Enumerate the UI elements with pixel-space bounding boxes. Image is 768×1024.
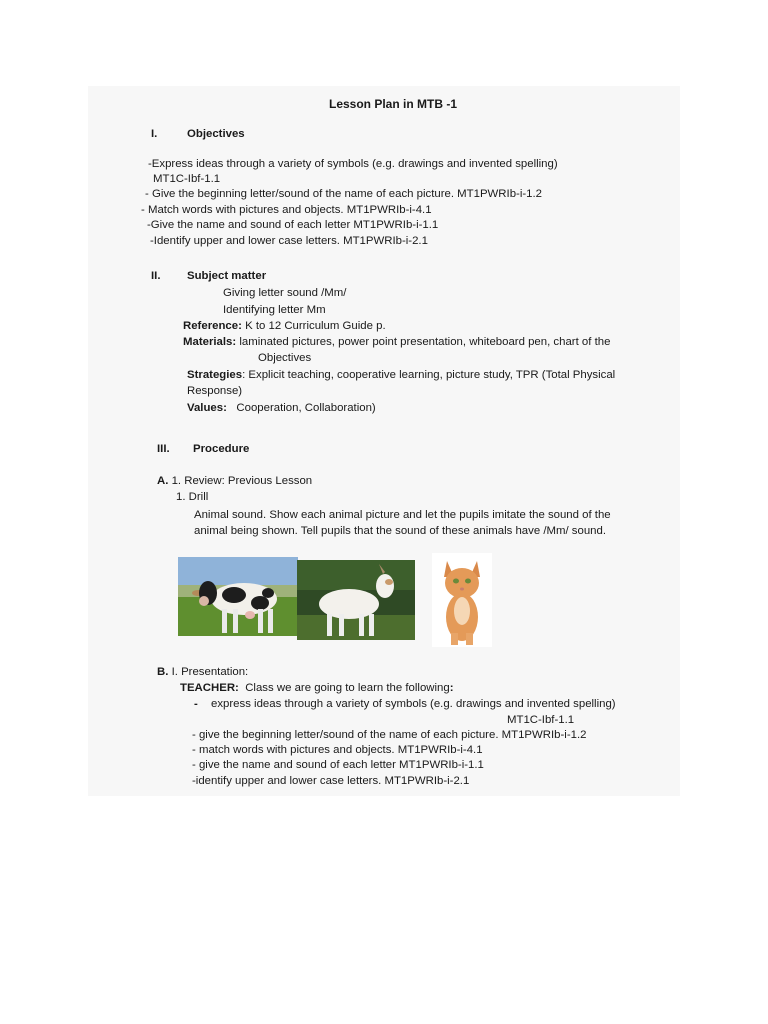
page-title: Lesson Plan in MTB -1 <box>329 97 458 111</box>
b-text: I. Presentation: <box>171 666 249 678</box>
procedure-numeral: III. <box>157 443 170 455</box>
presentation-item: -identify upper and lower case letters. MT1PWRIb-i-2.1 <box>192 775 470 787</box>
presentation-item: - give the name and sound of each letter MT1PWRIb-i-1.1 <box>192 759 484 771</box>
goat-photo <box>297 560 415 640</box>
subject-matter-heading: Subject matter <box>187 270 267 282</box>
teacher-line <box>180 681 454 695</box>
presentation-item: - give the beginning letter/sound of the name of each picture. MT1PWRIb-i-1.2 <box>192 729 587 741</box>
objectives-numeral: I. <box>151 128 158 140</box>
kitten-photo <box>432 553 492 647</box>
objective-item: -Give the name and sound of each letter MT1PWRIb-i-1.1 <box>147 219 439 231</box>
materials-value-cont: Objectives <box>258 352 312 364</box>
objective-item: -Express ideas through a variety of symbols (e.g. drawings and invented spelling) <box>148 158 558 170</box>
presentation-item-code: MT1C-Ibf-1.1 <box>507 714 575 726</box>
strategies-value: : Explicit teaching, cooperative learning, picture study, TPR (Total Physical <box>242 369 616 381</box>
presentation-item: express ideas through a variety of symbols (e.g. drawings and invented spelling) <box>211 698 616 710</box>
presentation-item: - match words with pictures and objects. MT1PWRIb-i-4.1 <box>192 744 483 756</box>
teacher-text: Class we are going to learn the following <box>245 682 450 694</box>
values-label: Values: <box>187 402 227 414</box>
strategies-line <box>187 368 615 382</box>
review-line <box>157 474 312 488</box>
a-label: A. <box>157 475 169 487</box>
objective-item: MT1C-Ibf-1.1 <box>153 173 221 185</box>
topic-line: Giving letter sound /Mm/ <box>223 287 347 299</box>
procedure-heading: Procedure <box>193 443 250 455</box>
a-text: 1. Review: Previous Lesson <box>171 475 313 487</box>
drill-text: animal being shown. Tell pupils that the sound of these animals have /Mm/ sound. <box>194 525 606 537</box>
subject-matter-numeral: II. <box>151 270 161 282</box>
reference-line <box>183 319 386 333</box>
topic-line: Identifying letter Mm <box>223 304 326 316</box>
materials-label: Materials: <box>183 336 237 348</box>
materials-value: laminated pictures, power point presentation, whiteboard pen, chart of the <box>239 336 611 348</box>
strategies-label: Strategies <box>187 369 243 381</box>
reference-value: K to 12 Curriculum Guide p. <box>245 320 386 332</box>
presentation-line <box>157 665 248 679</box>
drill-text: Animal sound. Show each animal picture and let the pupils imitate the sound of the <box>194 509 611 521</box>
bullet-dash: - <box>194 698 198 710</box>
drill-line: 1. Drill <box>176 491 209 503</box>
cow-photo <box>178 557 298 636</box>
objective-item: - Give the beginning letter/sound of the name of each picture. MT1PWRIb-i-1.2 <box>145 188 542 200</box>
values-value: Cooperation, Collaboration) <box>236 402 376 414</box>
objectives-heading: Objectives <box>187 128 245 140</box>
strategies-value-cont: Response) <box>187 385 243 397</box>
objective-item: - Match words with pictures and objects. MT1PWRIb-i-4.1 <box>141 204 432 216</box>
objective-item: -Identify upper and lower case letters. MT1PWRIb-i-2.1 <box>150 235 428 247</box>
reference-label: Reference: <box>183 320 242 332</box>
materials-line <box>183 335 610 349</box>
teacher-colon: : <box>449 682 454 694</box>
teacher-label: TEACHER: <box>180 682 239 694</box>
values-line <box>187 401 376 415</box>
b-label: B. <box>157 666 169 678</box>
